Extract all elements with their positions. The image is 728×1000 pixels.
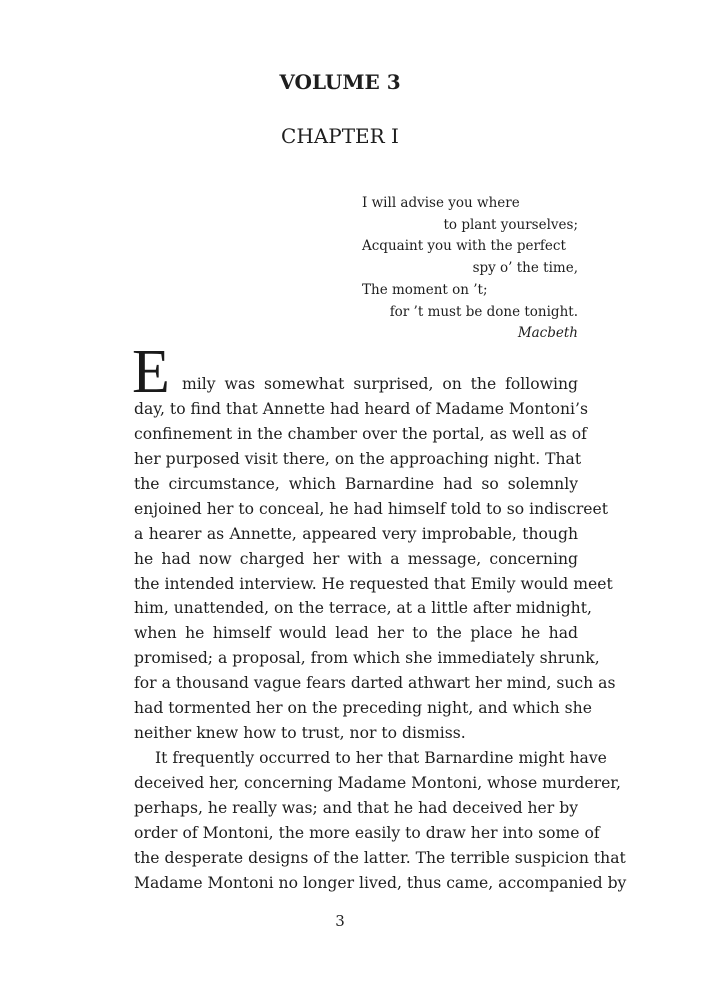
epigraph xyxy=(362,193,578,345)
text-line: the circumstance, which Barnardine had so solemnly xyxy=(134,474,578,493)
text-line: promised; a proposal, from which she immediately shrunk, xyxy=(134,649,600,668)
text-line: It frequently occurred to her that Barnardine might have xyxy=(155,749,607,768)
text-line: enjoined her to conceal, he had himself told to so indiscreet xyxy=(134,499,609,518)
text-line: deceived her, concerning Madame Montoni, whose murderer, xyxy=(134,774,622,792)
epigraph-line: The moment on ’t; xyxy=(362,281,488,298)
text-line: the intended interview. He requested that Emily would meet xyxy=(134,574,613,593)
drop-cap: E xyxy=(132,338,170,406)
text-line: had tormented her on the preceding night, and which she xyxy=(134,699,592,718)
text-line: the desperate designs of the latter. The terrible suspicion that xyxy=(134,848,626,867)
text-line: neither knew how to trust, nor to dismiss. xyxy=(134,724,466,743)
text-line: a hearer as Annette, appeared very improbable, though xyxy=(134,524,578,543)
text-line: when he himself would lead her to the place he had xyxy=(134,624,578,643)
text-line: Madame Montoni no longer lived, thus came, accompanied by xyxy=(134,873,627,892)
text-line: him, unattended, on the terrace, at a little after midnight, xyxy=(134,599,592,618)
text-line: mily was somewhat surprised, on the following xyxy=(182,375,578,393)
text-line: for a thousand vague fears darted athwart her mind, such as xyxy=(134,674,616,693)
text-line: order of Montoni, the more easily to draw her into some of xyxy=(134,823,600,842)
body-text xyxy=(134,372,627,896)
epigraph-line: spy o’ the time, xyxy=(472,260,578,277)
text-line: day, to find that Annette had heard of Madame Montoni’s xyxy=(134,399,588,418)
epigraph-line: Acquaint you with the perfect xyxy=(362,238,566,255)
volume-title: VOLUME 3 xyxy=(279,70,401,94)
epigraph-line: to plant yourselves; xyxy=(443,216,578,233)
page-number: 3 xyxy=(335,912,345,930)
epigraph-line: for ’t must be done tonight. xyxy=(389,303,578,320)
text-line: perhaps, he really was; and that he had deceived her by xyxy=(134,798,578,817)
text-line: confinement in the chamber over the portal, as well as of xyxy=(134,424,587,443)
chapter-title: CHAPTER I xyxy=(281,124,399,148)
text-line: he had now charged her with a message, concerning xyxy=(134,549,578,568)
epigraph-source: Macbeth xyxy=(517,325,578,342)
text-line: her purposed visit there, on the approaching night. That xyxy=(134,449,582,468)
epigraph-line: I will advise you where xyxy=(362,195,520,211)
